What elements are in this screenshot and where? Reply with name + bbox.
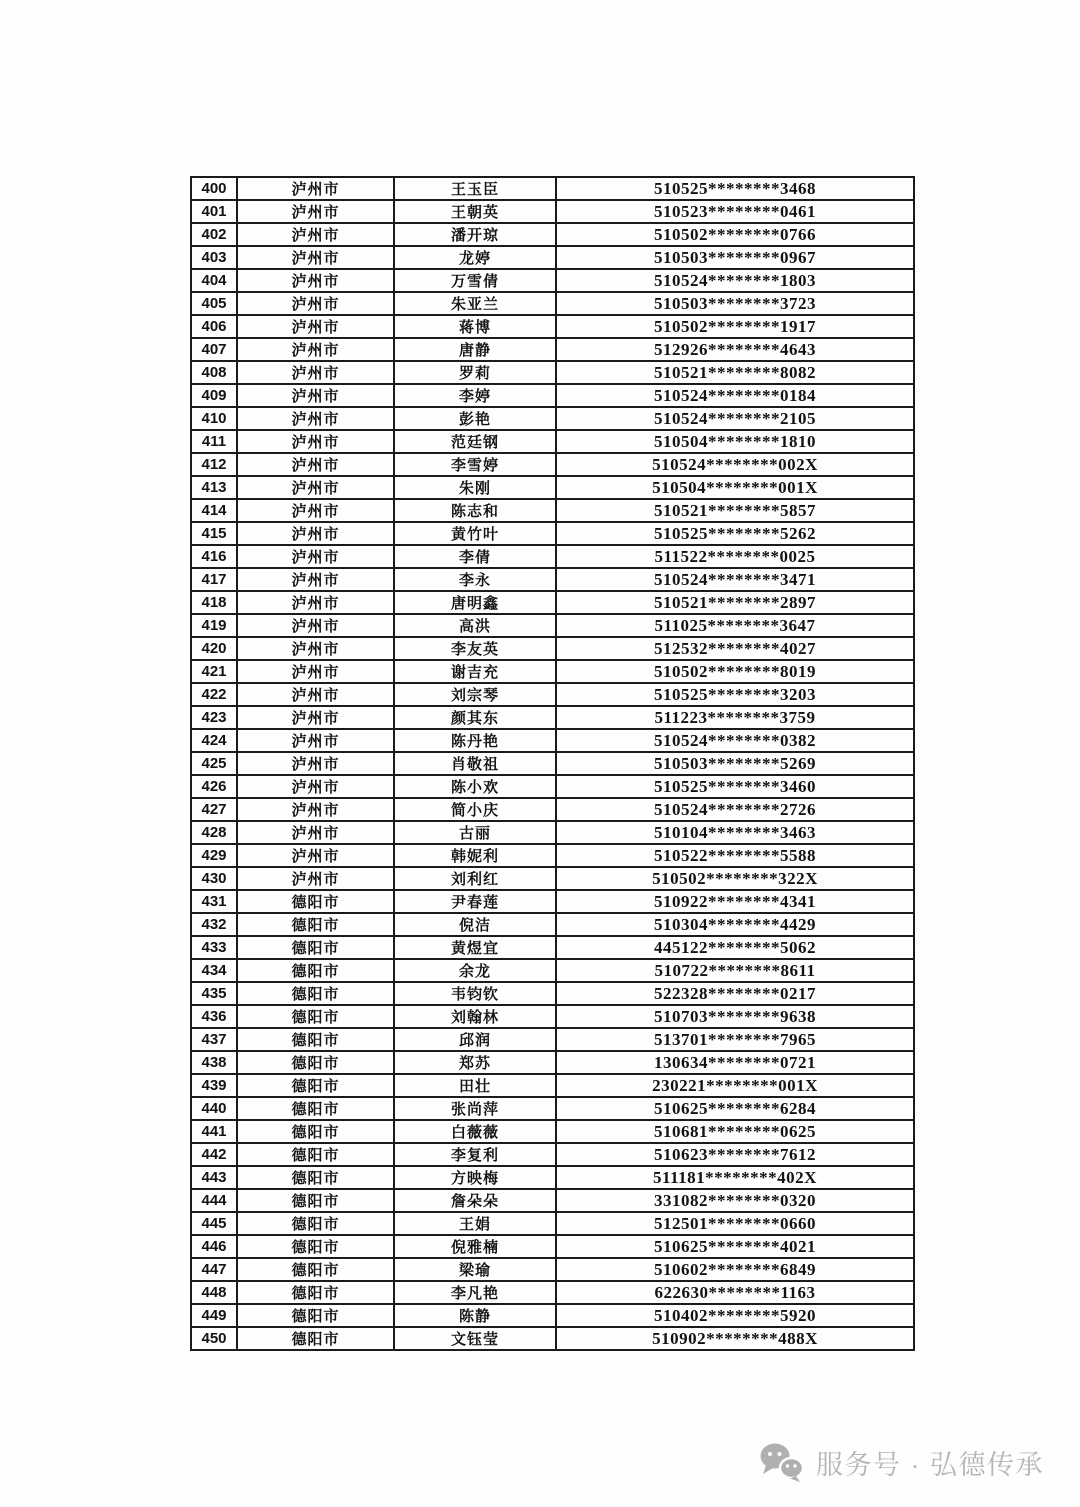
name-cell: 古丽 bbox=[394, 821, 556, 844]
city-cell: 泸州市 bbox=[237, 568, 394, 591]
city-cell: 泸州市 bbox=[237, 453, 394, 476]
name-cell: 詹朵朵 bbox=[394, 1189, 556, 1212]
table-row bbox=[191, 614, 914, 637]
name-cell: 刘翰林 bbox=[394, 1005, 556, 1028]
name-cell: 方映梅 bbox=[394, 1166, 556, 1189]
row-index: 426 bbox=[191, 775, 237, 798]
table-row bbox=[191, 1212, 914, 1235]
id-number-cell: 510623********7612 bbox=[556, 1143, 914, 1166]
city-cell: 泸州市 bbox=[237, 246, 394, 269]
city-cell: 泸州市 bbox=[237, 269, 394, 292]
table-row bbox=[191, 476, 914, 499]
id-number-cell: 512501********0660 bbox=[556, 1212, 914, 1235]
city-cell: 泸州市 bbox=[237, 315, 394, 338]
id-number-cell: 510524********3471 bbox=[556, 568, 914, 591]
city-cell: 泸州市 bbox=[237, 660, 394, 683]
id-number-cell: 510504********1810 bbox=[556, 430, 914, 453]
id-number-cell: 510524********0184 bbox=[556, 384, 914, 407]
row-index: 428 bbox=[191, 821, 237, 844]
city-cell: 德阳市 bbox=[237, 1097, 394, 1120]
name-cell: 张尚萍 bbox=[394, 1097, 556, 1120]
id-number-cell: 510524********2105 bbox=[556, 407, 914, 430]
city-cell: 德阳市 bbox=[237, 982, 394, 1005]
row-index: 446 bbox=[191, 1235, 237, 1258]
row-index: 422 bbox=[191, 683, 237, 706]
city-cell: 泸州市 bbox=[237, 407, 394, 430]
city-cell: 德阳市 bbox=[237, 1028, 394, 1051]
id-number-cell: 510521********5857 bbox=[556, 499, 914, 522]
name-cell: 倪洁 bbox=[394, 913, 556, 936]
id-number-cell: 230221********001X bbox=[556, 1074, 914, 1097]
row-index: 427 bbox=[191, 798, 237, 821]
table-row bbox=[191, 1258, 914, 1281]
name-cell: 龙婷 bbox=[394, 246, 556, 269]
name-cell: 唐静 bbox=[394, 338, 556, 361]
name-cell: 王娟 bbox=[394, 1212, 556, 1235]
row-index: 443 bbox=[191, 1166, 237, 1189]
table-row bbox=[191, 1166, 914, 1189]
table-row bbox=[191, 1304, 914, 1327]
table-row bbox=[191, 499, 914, 522]
city-cell: 泸州市 bbox=[237, 522, 394, 545]
city-cell: 泸州市 bbox=[237, 384, 394, 407]
row-index: 412 bbox=[191, 453, 237, 476]
city-cell: 德阳市 bbox=[237, 1258, 394, 1281]
table-row bbox=[191, 913, 914, 936]
name-cell: 李复利 bbox=[394, 1143, 556, 1166]
city-cell: 泸州市 bbox=[237, 361, 394, 384]
city-cell: 泸州市 bbox=[237, 476, 394, 499]
city-cell: 德阳市 bbox=[237, 1327, 394, 1350]
city-cell: 泸州市 bbox=[237, 200, 394, 223]
table-row bbox=[191, 1120, 914, 1143]
table-row bbox=[191, 1281, 914, 1304]
row-index: 420 bbox=[191, 637, 237, 660]
row-index: 435 bbox=[191, 982, 237, 1005]
table-row bbox=[191, 752, 914, 775]
id-number-cell: 510304********4429 bbox=[556, 913, 914, 936]
row-index: 401 bbox=[191, 200, 237, 223]
name-cell: 李永 bbox=[394, 568, 556, 591]
table-row bbox=[191, 844, 914, 867]
id-number-cell: 622630********1163 bbox=[556, 1281, 914, 1304]
city-cell: 德阳市 bbox=[237, 1189, 394, 1212]
table-row bbox=[191, 959, 914, 982]
id-number-cell: 510525********3203 bbox=[556, 683, 914, 706]
id-number-cell: 445122********5062 bbox=[556, 936, 914, 959]
table-row bbox=[191, 1327, 914, 1350]
city-cell: 德阳市 bbox=[237, 1304, 394, 1327]
city-cell: 泸州市 bbox=[237, 338, 394, 361]
name-cell: 高洪 bbox=[394, 614, 556, 637]
row-index: 441 bbox=[191, 1120, 237, 1143]
row-index: 417 bbox=[191, 568, 237, 591]
name-cell: 朱亚兰 bbox=[394, 292, 556, 315]
row-index: 447 bbox=[191, 1258, 237, 1281]
name-cell: 罗莉 bbox=[394, 361, 556, 384]
id-number-cell: 510524********1803 bbox=[556, 269, 914, 292]
table-row bbox=[191, 1189, 914, 1212]
name-cell: 田壮 bbox=[394, 1074, 556, 1097]
row-index: 430 bbox=[191, 867, 237, 890]
row-index: 407 bbox=[191, 338, 237, 361]
row-index: 413 bbox=[191, 476, 237, 499]
name-cell: 李友英 bbox=[394, 637, 556, 660]
row-index: 410 bbox=[191, 407, 237, 430]
id-number-cell: 512532********4027 bbox=[556, 637, 914, 660]
city-cell: 泸州市 bbox=[237, 844, 394, 867]
table-row bbox=[191, 867, 914, 890]
row-index: 438 bbox=[191, 1051, 237, 1074]
table-row bbox=[191, 1005, 914, 1028]
table-row bbox=[191, 1235, 914, 1258]
city-cell: 德阳市 bbox=[237, 890, 394, 913]
id-number-cell: 511025********3647 bbox=[556, 614, 914, 637]
row-index: 444 bbox=[191, 1189, 237, 1212]
name-cell: 彭艳 bbox=[394, 407, 556, 430]
name-cell: 韩妮利 bbox=[394, 844, 556, 867]
city-cell: 泸州市 bbox=[237, 867, 394, 890]
row-index: 432 bbox=[191, 913, 237, 936]
row-index: 434 bbox=[191, 959, 237, 982]
name-cell: 万雪倩 bbox=[394, 269, 556, 292]
name-cell: 尹春莲 bbox=[394, 890, 556, 913]
table-row bbox=[191, 1097, 914, 1120]
id-number-cell: 510902********488X bbox=[556, 1327, 914, 1350]
id-number-cell: 510104********3463 bbox=[556, 821, 914, 844]
table-row bbox=[191, 775, 914, 798]
id-number-cell: 510525********5262 bbox=[556, 522, 914, 545]
name-cell: 王玉臣 bbox=[394, 177, 556, 200]
name-cell: 文钰莹 bbox=[394, 1327, 556, 1350]
row-index: 416 bbox=[191, 545, 237, 568]
city-cell: 德阳市 bbox=[237, 1235, 394, 1258]
name-cell: 李倩 bbox=[394, 545, 556, 568]
row-index: 445 bbox=[191, 1212, 237, 1235]
city-cell: 德阳市 bbox=[237, 1143, 394, 1166]
city-cell: 泸州市 bbox=[237, 752, 394, 775]
id-number-cell: 510625********4021 bbox=[556, 1235, 914, 1258]
id-number-cell: 510525********3460 bbox=[556, 775, 914, 798]
name-cell: 谢吉充 bbox=[394, 660, 556, 683]
id-number-cell: 510722********8611 bbox=[556, 959, 914, 982]
name-cell: 刘利红 bbox=[394, 867, 556, 890]
table-row bbox=[191, 223, 914, 246]
id-number-cell: 510522********5588 bbox=[556, 844, 914, 867]
name-cell: 范廷钢 bbox=[394, 430, 556, 453]
row-index: 400 bbox=[191, 177, 237, 200]
name-cell: 潘开琼 bbox=[394, 223, 556, 246]
city-cell: 德阳市 bbox=[237, 1120, 394, 1143]
table-row bbox=[191, 1051, 914, 1074]
name-cell: 陈丹艳 bbox=[394, 729, 556, 752]
table-row bbox=[191, 798, 914, 821]
name-cell: 王朝英 bbox=[394, 200, 556, 223]
id-number-cell: 510523********0461 bbox=[556, 200, 914, 223]
city-cell: 泸州市 bbox=[237, 499, 394, 522]
city-cell: 泸州市 bbox=[237, 637, 394, 660]
name-cell: 李婷 bbox=[394, 384, 556, 407]
city-cell: 泸州市 bbox=[237, 729, 394, 752]
city-cell: 泸州市 bbox=[237, 614, 394, 637]
table-row bbox=[191, 292, 914, 315]
id-number-cell: 512926********4643 bbox=[556, 338, 914, 361]
table-row bbox=[191, 246, 914, 269]
city-cell: 德阳市 bbox=[237, 1051, 394, 1074]
row-index: 409 bbox=[191, 384, 237, 407]
city-cell: 德阳市 bbox=[237, 1212, 394, 1235]
name-cell: 李凡艳 bbox=[394, 1281, 556, 1304]
name-cell: 简小庆 bbox=[394, 798, 556, 821]
table-row bbox=[191, 430, 914, 453]
table-row bbox=[191, 545, 914, 568]
id-number-cell: 510525********3468 bbox=[556, 177, 914, 200]
city-cell: 泸州市 bbox=[237, 683, 394, 706]
city-cell: 泸州市 bbox=[237, 775, 394, 798]
id-number-cell: 510524********2726 bbox=[556, 798, 914, 821]
city-cell: 泸州市 bbox=[237, 591, 394, 614]
id-number-cell: 510502********1917 bbox=[556, 315, 914, 338]
row-index: 448 bbox=[191, 1281, 237, 1304]
row-index: 418 bbox=[191, 591, 237, 614]
row-index: 421 bbox=[191, 660, 237, 683]
city-cell: 泸州市 bbox=[237, 430, 394, 453]
id-number-cell: 510922********4341 bbox=[556, 890, 914, 913]
table-row bbox=[191, 660, 914, 683]
table-row bbox=[191, 453, 914, 476]
id-number-cell: 510502********0766 bbox=[556, 223, 914, 246]
id-number-cell: 510503********0967 bbox=[556, 246, 914, 269]
table-row bbox=[191, 890, 914, 913]
row-index: 442 bbox=[191, 1143, 237, 1166]
name-cell: 李雪婷 bbox=[394, 453, 556, 476]
city-cell: 泸州市 bbox=[237, 223, 394, 246]
name-cell: 白薇薇 bbox=[394, 1120, 556, 1143]
table-row bbox=[191, 522, 914, 545]
row-index: 405 bbox=[191, 292, 237, 315]
table-row bbox=[191, 315, 914, 338]
table-row bbox=[191, 177, 914, 200]
id-number-cell: 510524********0382 bbox=[556, 729, 914, 752]
roster-table bbox=[190, 176, 915, 1351]
row-index: 439 bbox=[191, 1074, 237, 1097]
row-index: 433 bbox=[191, 936, 237, 959]
id-number-cell: 510504********001X bbox=[556, 476, 914, 499]
table-row bbox=[191, 591, 914, 614]
table-row bbox=[191, 936, 914, 959]
id-number-cell: 511522********0025 bbox=[556, 545, 914, 568]
id-number-cell: 510503********3723 bbox=[556, 292, 914, 315]
name-cell: 颜其东 bbox=[394, 706, 556, 729]
city-cell: 德阳市 bbox=[237, 913, 394, 936]
id-number-cell: 130634********0721 bbox=[556, 1051, 914, 1074]
table-row bbox=[191, 637, 914, 660]
row-index: 450 bbox=[191, 1327, 237, 1350]
row-index: 404 bbox=[191, 269, 237, 292]
row-index: 440 bbox=[191, 1097, 237, 1120]
table-row bbox=[191, 1143, 914, 1166]
id-number-cell: 522328********0217 bbox=[556, 982, 914, 1005]
table-body bbox=[191, 177, 914, 1350]
table-row bbox=[191, 683, 914, 706]
table-row bbox=[191, 1028, 914, 1051]
name-cell: 黄煜宜 bbox=[394, 936, 556, 959]
name-cell: 郑苏 bbox=[394, 1051, 556, 1074]
name-cell: 黄竹叶 bbox=[394, 522, 556, 545]
row-index: 431 bbox=[191, 890, 237, 913]
city-cell: 泸州市 bbox=[237, 292, 394, 315]
watermark bbox=[758, 1441, 1044, 1483]
name-cell: 陈小欢 bbox=[394, 775, 556, 798]
row-index: 429 bbox=[191, 844, 237, 867]
row-index: 424 bbox=[191, 729, 237, 752]
table-row bbox=[191, 269, 914, 292]
id-number-cell: 511223********3759 bbox=[556, 706, 914, 729]
id-number-cell: 510681********0625 bbox=[556, 1120, 914, 1143]
id-number-cell: 510524********002X bbox=[556, 453, 914, 476]
row-index: 425 bbox=[191, 752, 237, 775]
city-cell: 德阳市 bbox=[237, 936, 394, 959]
row-index: 414 bbox=[191, 499, 237, 522]
row-index: 415 bbox=[191, 522, 237, 545]
row-index: 408 bbox=[191, 361, 237, 384]
id-number-cell: 513701********7965 bbox=[556, 1028, 914, 1051]
city-cell: 泸州市 bbox=[237, 821, 394, 844]
row-index: 437 bbox=[191, 1028, 237, 1051]
row-index: 403 bbox=[191, 246, 237, 269]
table-row bbox=[191, 407, 914, 430]
city-cell: 德阳市 bbox=[237, 1074, 394, 1097]
id-number-cell: 510502********8019 bbox=[556, 660, 914, 683]
id-number-cell: 510402********5920 bbox=[556, 1304, 914, 1327]
table-row bbox=[191, 1074, 914, 1097]
name-cell: 朱刚 bbox=[394, 476, 556, 499]
wechat-icon bbox=[758, 1441, 806, 1483]
table-row bbox=[191, 361, 914, 384]
id-number-cell: 510503********5269 bbox=[556, 752, 914, 775]
row-index: 449 bbox=[191, 1304, 237, 1327]
name-cell: 倪雅楠 bbox=[394, 1235, 556, 1258]
table-row bbox=[191, 821, 914, 844]
table-row bbox=[191, 982, 914, 1005]
row-index: 419 bbox=[191, 614, 237, 637]
name-cell: 韦钧钦 bbox=[394, 982, 556, 1005]
id-number-cell: 510625********6284 bbox=[556, 1097, 914, 1120]
city-cell: 泸州市 bbox=[237, 798, 394, 821]
row-index: 406 bbox=[191, 315, 237, 338]
id-number-cell: 510502********322X bbox=[556, 867, 914, 890]
row-index: 411 bbox=[191, 430, 237, 453]
city-cell: 德阳市 bbox=[237, 1281, 394, 1304]
name-cell: 陈静 bbox=[394, 1304, 556, 1327]
city-cell: 德阳市 bbox=[237, 1005, 394, 1028]
name-cell: 陈志和 bbox=[394, 499, 556, 522]
name-cell: 肖敬祖 bbox=[394, 752, 556, 775]
name-cell: 余龙 bbox=[394, 959, 556, 982]
city-cell: 泸州市 bbox=[237, 177, 394, 200]
id-number-cell: 510521********2897 bbox=[556, 591, 914, 614]
table-row bbox=[191, 338, 914, 361]
city-cell: 德阳市 bbox=[237, 1166, 394, 1189]
id-number-cell: 510703********9638 bbox=[556, 1005, 914, 1028]
city-cell: 德阳市 bbox=[237, 959, 394, 982]
name-cell: 邱润 bbox=[394, 1028, 556, 1051]
city-cell: 泸州市 bbox=[237, 545, 394, 568]
name-cell: 梁瑜 bbox=[394, 1258, 556, 1281]
table-row bbox=[191, 384, 914, 407]
name-cell: 刘宗琴 bbox=[394, 683, 556, 706]
city-cell: 泸州市 bbox=[237, 706, 394, 729]
id-number-cell: 331082********0320 bbox=[556, 1189, 914, 1212]
id-number-cell: 510602********6849 bbox=[556, 1258, 914, 1281]
row-index: 423 bbox=[191, 706, 237, 729]
row-index: 436 bbox=[191, 1005, 237, 1028]
table-row bbox=[191, 706, 914, 729]
id-number-cell: 510521********8082 bbox=[556, 361, 914, 384]
table-row bbox=[191, 568, 914, 591]
name-cell: 蒋博 bbox=[394, 315, 556, 338]
watermark-text: 服务号 · 弘德传承 bbox=[816, 1449, 1044, 1480]
table-row bbox=[191, 200, 914, 223]
name-cell: 唐明鑫 bbox=[394, 591, 556, 614]
table-row bbox=[191, 729, 914, 752]
id-number-cell: 511181********402X bbox=[556, 1166, 914, 1189]
row-index: 402 bbox=[191, 223, 237, 246]
